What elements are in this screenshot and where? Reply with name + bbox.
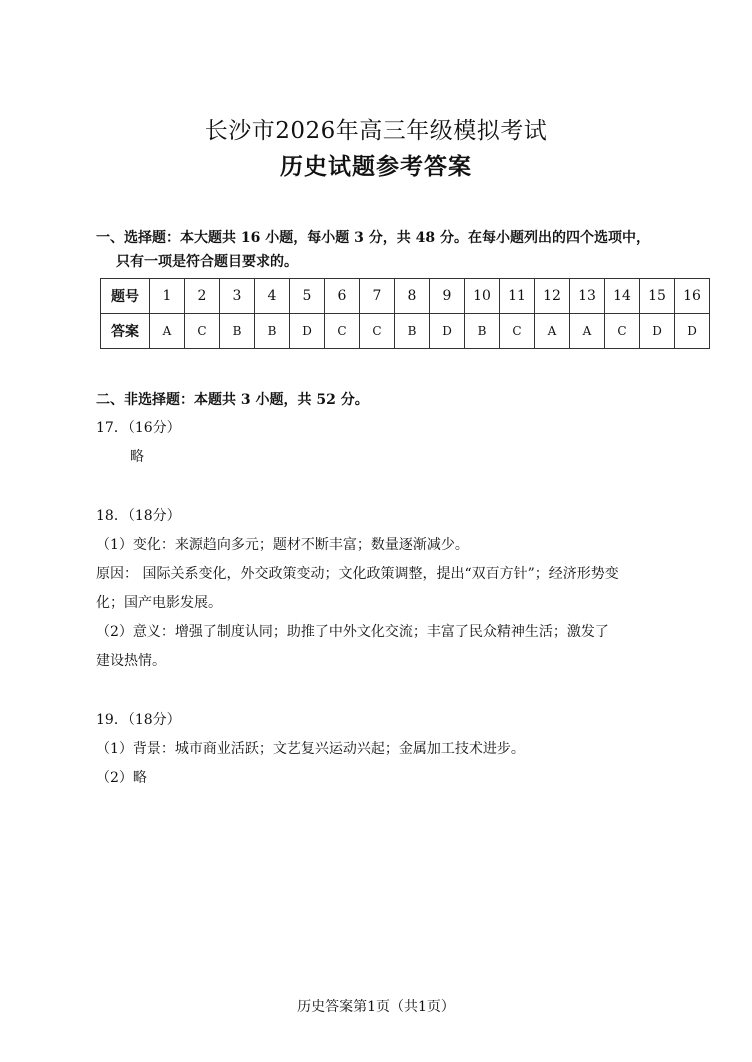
question-number: 16 <box>675 279 710 314</box>
answer-cell: A <box>570 314 605 349</box>
page-footer: 历史答案第1页（共1页） <box>297 999 455 1015</box>
section2-heading: 二、非选择题：本题共 3 小题，共 52 分。 <box>96 392 369 408</box>
q19-part2: （2）略 <box>96 770 147 786</box>
question-number: 3 <box>220 279 255 314</box>
page-title: 长沙市2026年高三年级模拟考试 <box>204 118 548 144</box>
answer-cell: C <box>325 314 360 349</box>
section1-heading <box>96 226 716 274</box>
q18-part2-line2: 建设热情。 <box>96 653 166 669</box>
question-number: 8 <box>395 279 430 314</box>
q18-reasons-line1: 原因： 国际关系变化，外交政策变动；文化政策调整，提出“双百方针”；经济形势变 <box>96 566 619 582</box>
answer-cell: C <box>500 314 535 349</box>
q18-part2-line1: （2）意义：增强了制度认同；助推了中外文化交流；丰富了民众精神生活；激发了 <box>96 624 609 640</box>
answer-cell: D <box>430 314 465 349</box>
question-number: 4 <box>255 279 290 314</box>
q17-answer: 略 <box>130 449 144 465</box>
answer-cell: D <box>290 314 325 349</box>
question-number: 13 <box>570 279 605 314</box>
q18-heading: 18．（18分） <box>96 508 181 524</box>
answer-cell: A <box>150 314 185 349</box>
answer-cell: C <box>605 314 640 349</box>
q19-heading: 19．（18分） <box>96 712 181 728</box>
question-number: 5 <box>290 279 325 314</box>
answer-cell: B <box>220 314 255 349</box>
answer-cell: C <box>360 314 395 349</box>
q19-part1: （1）背景：城市商业活跃；文艺复兴运动兴起；金属加工技术进步。 <box>96 741 525 757</box>
question-number: 14 <box>605 279 640 314</box>
answer-cell: C <box>185 314 220 349</box>
question-number: 15 <box>640 279 675 314</box>
page-subtitle: 历史试题参考答案 <box>280 153 472 180</box>
question-number: 11 <box>500 279 535 314</box>
q18-reasons-line2: 化；国产电影发展。 <box>96 595 222 611</box>
question-number: 10 <box>465 279 500 314</box>
answer-cell: B <box>255 314 290 349</box>
answer-cell: A <box>535 314 570 349</box>
question-number: 2 <box>185 279 220 314</box>
q18-part1: （1）变化：来源趋向多元；题材不断丰富；数量逐渐减少。 <box>96 537 469 553</box>
answer-table <box>100 278 710 349</box>
answer-cell: B <box>465 314 500 349</box>
question-number: 9 <box>430 279 465 314</box>
q17-heading: 17．（16分） <box>96 420 181 436</box>
row-label-number: 题号 <box>101 279 150 314</box>
row-label-answer: 答案 <box>101 314 150 349</box>
question-number: 7 <box>360 279 395 314</box>
answer-cell: B <box>395 314 430 349</box>
answer-row <box>101 314 710 349</box>
question-number-row <box>101 279 710 314</box>
question-number: 12 <box>535 279 570 314</box>
section1-heading-line1: 一、选择题：本大题共 16 小题，每小题 3 分，共 48 分。在每小题列出的四个选项中， <box>96 230 650 246</box>
section1-heading-line2: 只有一项是符合题目要求的。 <box>116 254 298 270</box>
question-number: 1 <box>150 279 185 314</box>
answer-cell: D <box>640 314 675 349</box>
question-number: 6 <box>325 279 360 314</box>
answer-cell: D <box>675 314 710 349</box>
